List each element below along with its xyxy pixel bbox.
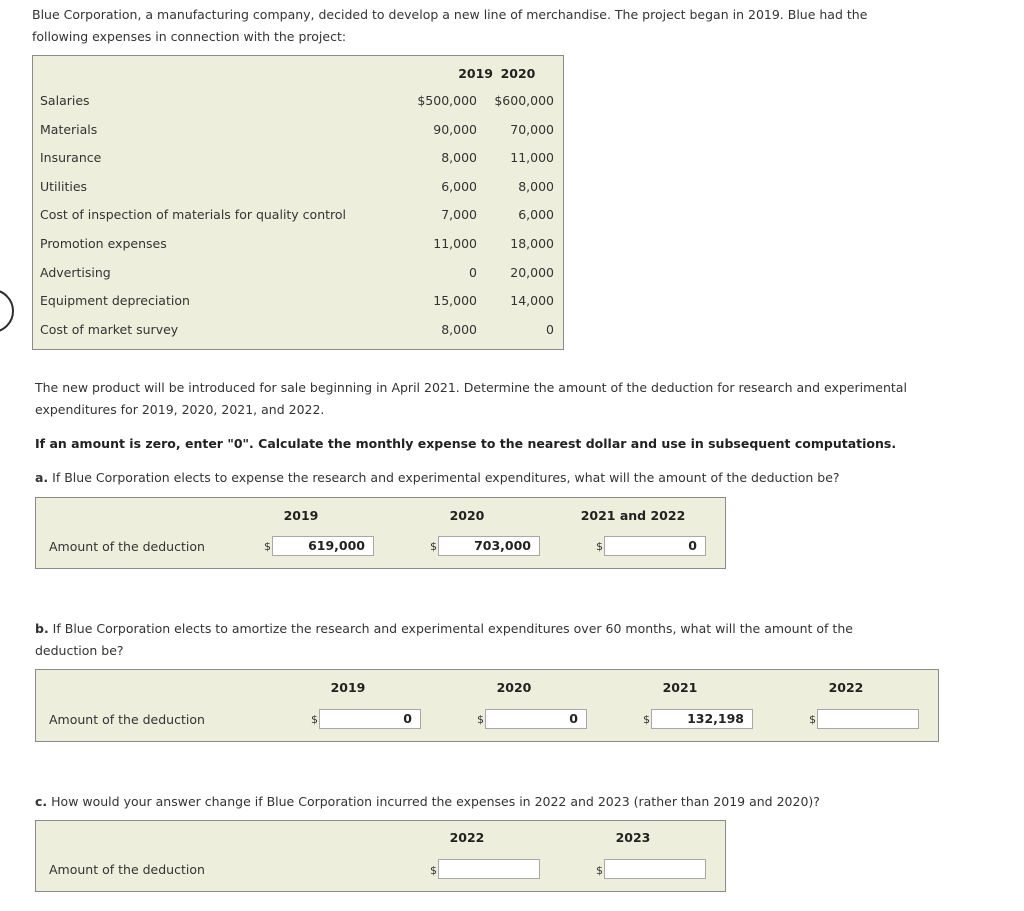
expense-value-2020: 70,000 <box>510 122 554 137</box>
part-b-header-2021: 2021 <box>662 680 698 695</box>
instruction-text: If an amount is zero, enter "0". Calculate the monthly expense to the nearest dollar and use in subsequent computations. <box>35 436 897 451</box>
expense-label: Promotion expenses <box>40 236 167 251</box>
part-c-header-2022: 2022 <box>449 830 485 845</box>
currency-symbol: $ <box>596 540 603 553</box>
side-marker-circle <box>0 289 14 333</box>
part-b-question-line-2: deduction be? <box>35 643 124 658</box>
expense-row <box>33 148 563 168</box>
expense-value-2019: 0 <box>469 265 477 280</box>
part-b-header-2019: 2019 <box>330 680 366 695</box>
intro-line-1: Blue Corporation, a manufacturing company, decided to develop a new line of merchandise. The project began in 2019. Blue had the <box>32 7 868 22</box>
expense-value-2019: 15,000 <box>433 293 477 308</box>
part-a-header-2020: 2020 <box>449 508 485 523</box>
expense-label: Insurance <box>40 150 102 165</box>
currency-symbol: $ <box>430 864 437 877</box>
part-a-question-text: If Blue Corporation elects to expense the research and experimental expenditures, what will the amount of the deduction be? <box>48 470 840 485</box>
expense-label: Equipment depreciation <box>40 293 190 308</box>
currency-symbol: $ <box>311 713 318 726</box>
part-b-prefix: b. <box>35 621 49 636</box>
expense-value-2019: 7,000 <box>441 207 477 222</box>
expense-table <box>32 55 564 350</box>
expense-value-2019: 8,000 <box>441 322 477 337</box>
expense-row <box>33 120 563 140</box>
currency-symbol: $ <box>643 713 650 726</box>
expense-value-2019: $500,000 <box>417 93 477 108</box>
expense-value-2019: 6,000 <box>441 179 477 194</box>
intro-line-2: following expenses in connection with the project: <box>32 29 347 44</box>
expense-row <box>33 234 563 254</box>
intro-text <box>32 4 867 48</box>
part-c-prefix: c. <box>35 794 48 809</box>
expense-row <box>33 205 563 225</box>
part-a-row-label: Amount of the deduction <box>49 539 205 554</box>
part-b-header-2020: 2020 <box>496 680 532 695</box>
part-c-question-text: How would your answer change if Blue Corporation incurred the expenses in 2022 and 2023 (rather than 2019 and 2020)? <box>47 794 820 809</box>
part-c-input-2023[interactable] <box>604 859 706 879</box>
expense-value-2020: 14,000 <box>510 293 554 308</box>
product-line-1: The new product will be introduced for sale beginning in April 2021. Determine the amount of the deduction for research and experimental <box>35 380 907 395</box>
expense-label: Salaries <box>40 93 90 108</box>
part-b-table <box>35 669 939 742</box>
part-b-input-2022[interactable] <box>817 709 919 729</box>
expense-value-2020: 6,000 <box>518 207 554 222</box>
part-b-input-2019[interactable]: 0 <box>319 709 421 729</box>
part-a-header-2021-2022: 2021 and 2022 <box>580 508 686 523</box>
product-text <box>35 377 907 421</box>
part-b-header-2022: 2022 <box>828 680 864 695</box>
expense-value-2020: 11,000 <box>510 150 554 165</box>
expense-value-2019: 8,000 <box>441 150 477 165</box>
part-c-header-2023: 2023 <box>615 830 651 845</box>
part-a-table <box>35 497 726 569</box>
currency-symbol: $ <box>809 713 816 726</box>
part-c-table <box>35 820 726 892</box>
part-b-row-label: Amount of the deduction <box>49 712 205 727</box>
expense-row <box>33 320 563 340</box>
expense-row <box>33 177 563 197</box>
expense-label: Cost of market survey <box>40 322 179 337</box>
expense-value-2020: $600,000 <box>494 93 554 108</box>
part-a-input-2021-2022[interactable]: 0 <box>604 536 706 556</box>
expense-row <box>33 263 563 283</box>
part-c-input-2022[interactable] <box>438 859 540 879</box>
expense-header-2020: 2020 <box>500 66 536 81</box>
part-a-input-2020[interactable]: 703,000 <box>438 536 540 556</box>
currency-symbol: $ <box>477 713 484 726</box>
part-b-question <box>35 618 853 662</box>
part-a-input-2019[interactable]: 619,000 <box>272 536 374 556</box>
part-b-input-2020[interactable]: 0 <box>485 709 587 729</box>
expense-row <box>33 291 563 311</box>
part-c-question <box>35 791 820 813</box>
expense-value-2020: 20,000 <box>510 265 554 280</box>
product-line-2: expenditures for 2019, 2020, 2021, and 2022. <box>35 402 325 417</box>
expense-label: Materials <box>40 122 98 137</box>
expense-value-2020: 8,000 <box>518 179 554 194</box>
currency-symbol: $ <box>596 864 603 877</box>
part-a-prefix: a. <box>35 470 49 485</box>
expense-label: Utilities <box>40 179 88 194</box>
part-a-question <box>35 467 840 489</box>
expense-value-2019: 90,000 <box>433 122 477 137</box>
expense-row <box>33 91 563 111</box>
expense-value-2020: 0 <box>546 322 554 337</box>
expense-value-2020: 18,000 <box>510 236 554 251</box>
currency-symbol: $ <box>264 540 271 553</box>
part-a-header-2019: 2019 <box>283 508 319 523</box>
part-b-input-2021[interactable]: 132,198 <box>651 709 753 729</box>
currency-symbol: $ <box>430 540 437 553</box>
part-c-row-label: Amount of the deduction <box>49 862 205 877</box>
part-b-question-line-1: If Blue Corporation elects to amortize the research and experimental expenditures over 60 months, what will the amount of the <box>48 621 853 636</box>
expense-label: Cost of inspection of materials for quality control <box>40 207 347 222</box>
expense-header-2019: 2019 <box>458 66 493 81</box>
expense-value-2019: 11,000 <box>433 236 477 251</box>
expense-label: Advertising <box>40 265 111 280</box>
